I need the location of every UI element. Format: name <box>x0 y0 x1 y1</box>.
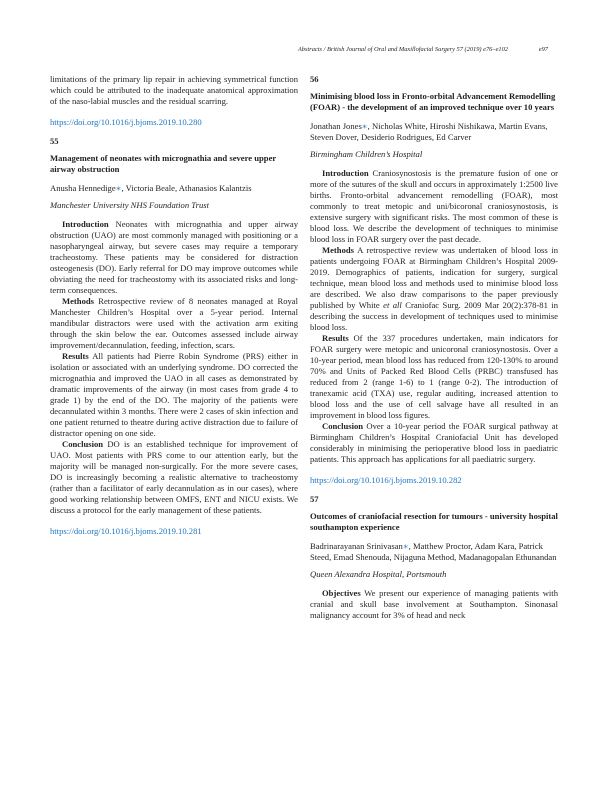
objectives-body: We present our experience of managing patients with cranial and skull base involvement at Southampton. Sinonasal malignancy account for 3% of head and neck <box>310 588 558 620</box>
affiliation-55: Manchester University NHS Foundation Trust <box>50 200 209 210</box>
author-rest: , Matthew Proctor, Adam Kara, Patrick Steed, Emad Shenouda, Nijaguna Method, Madanagopalan Ethunandan <box>310 541 557 562</box>
intro-heading: Introduction <box>322 168 369 178</box>
results-55 <box>50 351 298 439</box>
methods-56 <box>310 245 558 333</box>
conclusion-heading: Conclusion <box>62 439 104 449</box>
continued-text: limitations of the primary lip repair in achieving symmetrical function which could be attributed to the inadequate anatomical approximation of the naso-labial muscles and the residual scarring. <box>50 74 298 106</box>
author-first: Jonathan Jones <box>310 121 362 131</box>
conclusion-56 <box>310 421 558 465</box>
left-column <box>50 74 298 545</box>
page-number: e97 <box>538 46 548 53</box>
methods-body: A retrospective review was undertaken of blood loss in patients undergoing FOAR at Birmingham Children’s Hospital 2009-2019. Demographics of patients, indication for surgery, surgical technique, mean blood loss and methods used to minimise blood loss are described. We also draw comparisons to the paper previously published by White <box>310 245 558 310</box>
conclusion-body: DO is an established technique for improvement of UAO. Most patients with PRS come to our attention early, but the majority will be managed non-surgically. For the more severe cases, DO is increasingly becoming a realistic alternative to tracheostomy (rather than a facilitator of early decannulation as in our cases), where good working relationship between OMFS, ENT and NICU exists. We discuss a protocol for the early management of these patients. <box>50 439 298 515</box>
authors-57 <box>310 541 558 563</box>
corresponding-author-star[interactable]: ∗ <box>115 183 122 193</box>
journal-citation: Abstracts / British Journal of Oral and Maxillofacial Surgery 57 (2019) e76–e102 <box>297 46 508 53</box>
abstract-number-55: 55 <box>50 136 59 146</box>
authors-55 <box>50 183 298 194</box>
intro-55 <box>50 219 298 296</box>
intro-56 <box>310 168 558 245</box>
affiliation-57: Queen Alexandra Hospital, Portsmouth <box>310 569 447 579</box>
doi-link-282[interactable]: https://doi.org/10.1016/j.bjoms.2019.10.282 <box>310 475 462 485</box>
authors-56 <box>310 121 558 143</box>
author-rest: , Victoria Beale, Athanasios Kalantzis <box>121 183 252 193</box>
intro-heading: Introduction <box>62 219 109 229</box>
results-body: Of the 337 procedures undertaken, main indicators for FOAR surgery were metopic and unicoronal craniosynostosis. Over a 10-year period, mean blood loss has reduced from 120-130% to around 70% and Units of Packed Red Blood Cells (PRBC) transfused has reduced from 2 (range 1-6) to 1 (range 0-2). The introduction of tranexamic acid (TXA) use, regular auditing, increased attention to blood loss and the use of cell salvage have all resulted in an improvement in blood loss figures. <box>310 333 558 420</box>
results-56 <box>310 333 558 421</box>
abstract-number-57: 57 <box>310 494 319 504</box>
running-header <box>52 46 548 60</box>
results-heading: Results <box>322 333 349 343</box>
methods-heading: Methods <box>62 296 94 306</box>
abstract-number-56: 56 <box>310 74 319 84</box>
conclusion-body: Over a 10-year period the FOAR surgical pathway at Birmingham Children’s Hospital Craniofacial Unit has developed considerably in minimising the perioperative blood loss in paediatric patients. This approach has applications for all paediatric surgery. <box>310 421 558 464</box>
author-first: Anusha Hennedige <box>50 183 116 193</box>
affiliation-56: Birmingham Children’s Hospital <box>310 149 423 159</box>
author-first: Badrinarayanan Srinivasan <box>310 541 403 551</box>
conclusion-heading: Conclusion <box>322 421 364 431</box>
conclusion-55 <box>50 439 298 516</box>
author-rest: , Nicholas White, Hiroshi Nishikawa, Martin Evans, Steven Dover, Desiderio Rodrigues, Ed Carver <box>310 121 548 142</box>
methods-body: Retrospective review of 8 neonates managed at Royal Manchester Children’s Hospital over a 5-year period. Internal mandibular distractors were used with the activation arm exiting through the skin below the ear. Outcomes assessed include airway improvement/decannulation, feeding, infection, scars. <box>50 296 298 350</box>
methods-55 <box>50 296 298 351</box>
abstract-title-56: Minimising blood loss in Fronto-orbital Advancement Remodelling (FOAR) - the development of an improved technique over 10 years <box>310 91 556 112</box>
corresponding-author-star[interactable]: ∗ <box>361 121 368 131</box>
methods-heading: Methods <box>322 245 354 255</box>
results-body: All patients had Pierre Robin Syndrome (PRS) either in isolation or associated with an underlying syndrome. DO corrected the micrognathia and improved the UAO in all cases as demonstrated by dramatic improvements of the airway (in most cases from grade 4 to grade 1) by the end of the DO. The majority of the patients were decannulated within 3 months. There were 2 cases of skin infection and one patient returned to theatre during active distraction due to failure of distractor opening on one side. <box>50 351 298 438</box>
abstract-title-57: Outcomes of craniofacial resection for tumours - university hospital southampton experience <box>310 511 558 532</box>
right-column <box>310 74 558 621</box>
results-heading: Results <box>62 351 89 361</box>
doi-link-280[interactable]: https://doi.org/10.1016/j.bjoms.2019.10.280 <box>50 117 202 127</box>
doi-link-281[interactable]: https://doi.org/10.1016/j.bjoms.2019.10.281 <box>50 526 202 536</box>
objectives-57 <box>310 588 558 621</box>
intro-body: Neonates with micrognathia and upper airway obstruction (UAO) are most commonly managed with positioning or a nasopharyngeal airway, but severe cases may require a temporary tracheostomy. These patients may be considered for distraction osteogenesis (DO). Early referral for DO may improve outcomes while obviating the need for tracheostomy with its associated risks and long-term consequences. <box>50 219 298 295</box>
abstract-title-55: Management of neonates with micrognathia and severe upper airway obstruction <box>50 153 277 174</box>
objectives-heading: Objectives <box>322 588 361 598</box>
intro-body: Craniosynostosis is the premature fusion of one or more of the sutures of the skull and occurs in approximately 1:2500 live births. Fronto-orbital advancement remodelling (FOAR), most commonly to treat metopic and uni/bicoronal craniosynostosis, is extensive surgery with significant risks. The most common of these is blood loss. We describe the development of techniques to minimise blood loss in FOAR surgery over the past decade. <box>310 168 558 244</box>
methods-tail: Craniofac Surg. 2009 Mar 20(2):378-81 in describing the success in development of techniques used to minimise blood loss. <box>310 300 558 332</box>
corresponding-author-star[interactable]: ∗ <box>402 541 409 551</box>
methods-etal: et all <box>383 300 402 310</box>
